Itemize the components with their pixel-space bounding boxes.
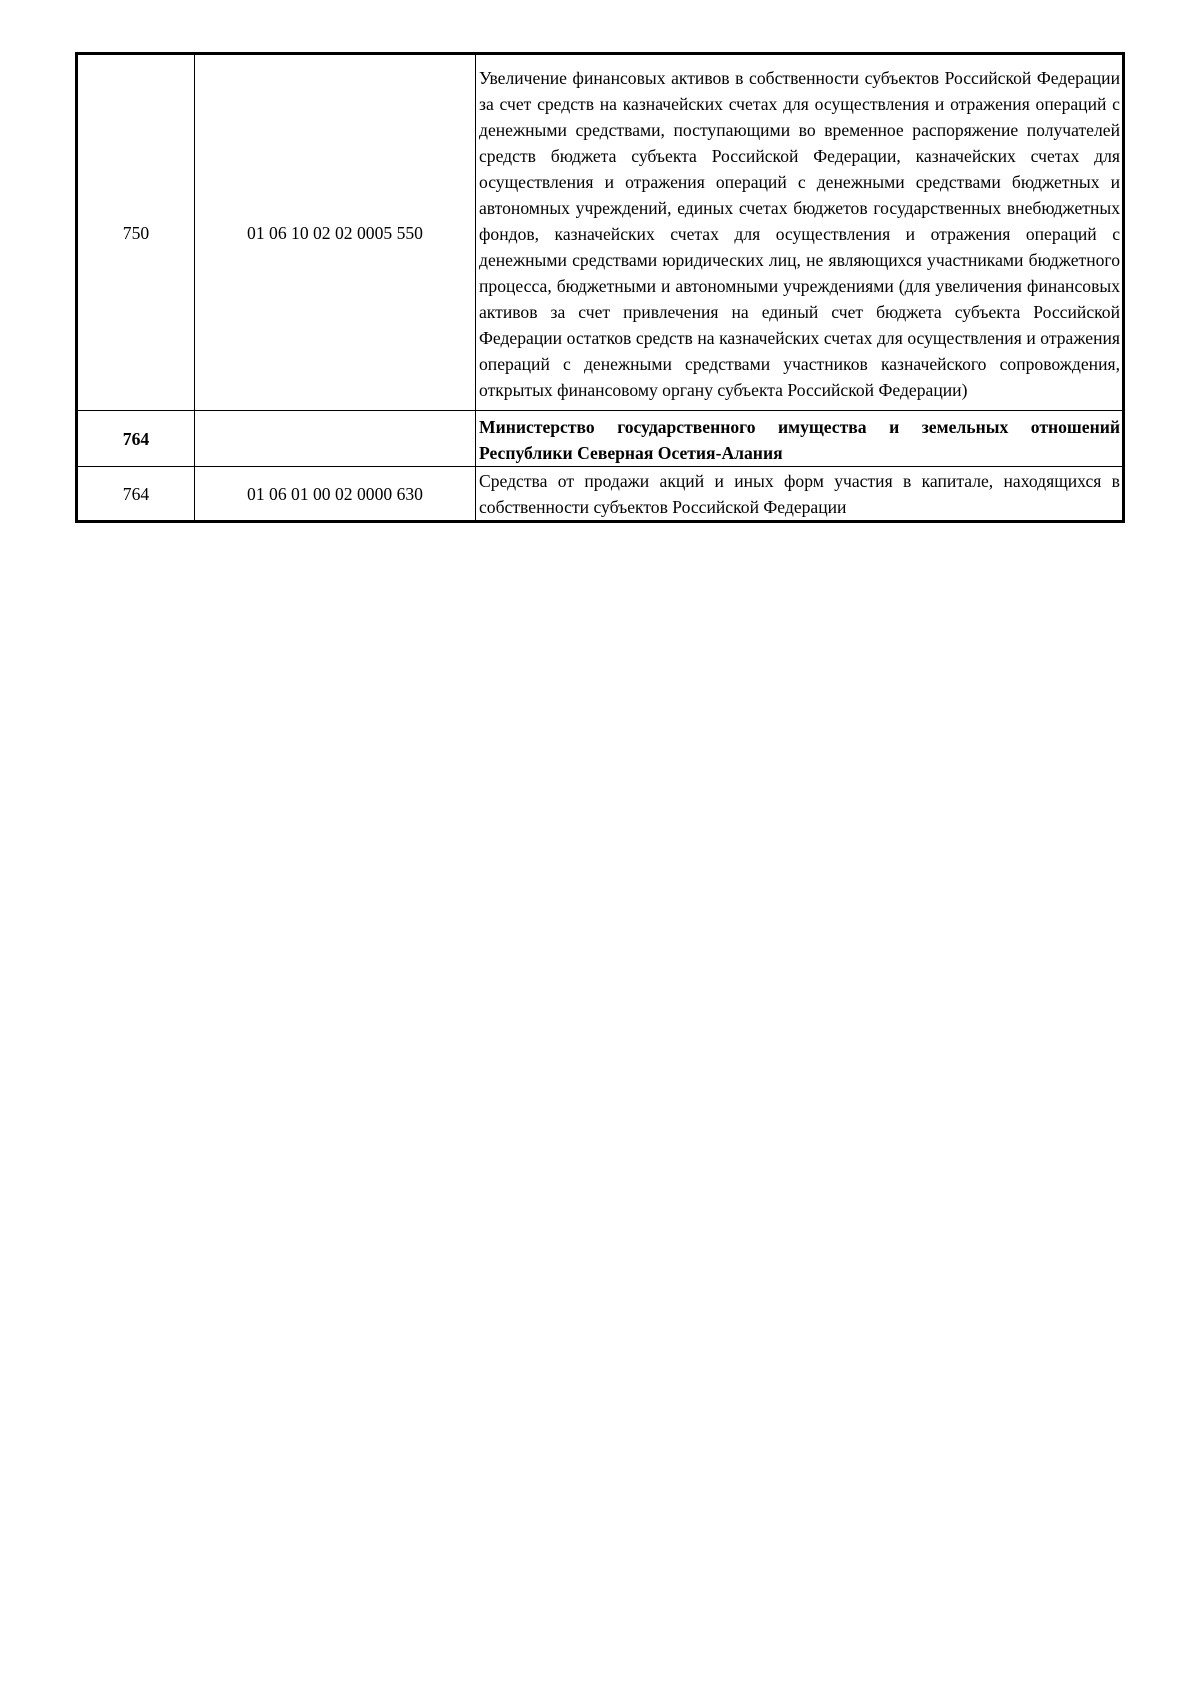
administrator-heading-row (77, 411, 1124, 467)
admin-code-cell: 764 (77, 467, 195, 522)
source-name-cell: Увеличение финансовых активов в собственности субъектов Российской Федерации за счет средств на казначейских счетах для осуществления и отражения операций с денежными средствами, поступающими во временное распоряжение получателей средств бюджета субъекта Российской Федерации, казначейских счетах для осуществления и отражения операций с денежными средствами бюджетных и автономных учреждений, единых счетах бюджетов государственных внебюджетных фондов, казначейских счетах для осуществления и отражения операций с денежными средствами юридических лиц, не являющихся участниками бюджетного процесса, бюджетными и автономными учреждениями (для увеличения финансовых активов за счет привлечения на единый счет бюджета субъекта Российской Федерации остатков средств на казначейских счетах для осуществления и отражения операций с денежными средствами участников казначейского сопровождения, открытых финансовому органу субъекта Российской Федерации) (476, 54, 1124, 411)
table-row (77, 54, 1124, 411)
source-code-cell (195, 411, 476, 467)
admin-code-cell: 764 (77, 411, 195, 467)
administrator-name-cell: Министерство государственного имущества и земельных отношений Республики Северная Осетия-Алания (476, 411, 1124, 467)
source-code-cell: 01 06 01 00 02 0000 630 (195, 467, 476, 522)
budget-sources-table (75, 52, 1125, 523)
admin-code-cell: 750 (77, 54, 195, 411)
source-code-cell: 01 06 10 02 02 0005 550 (195, 54, 476, 411)
table-row (77, 467, 1124, 522)
source-name-cell: Средства от продажи акций и иных форм участия в капитале, находящихся в собственности субъектов Российской Федерации (476, 467, 1124, 522)
